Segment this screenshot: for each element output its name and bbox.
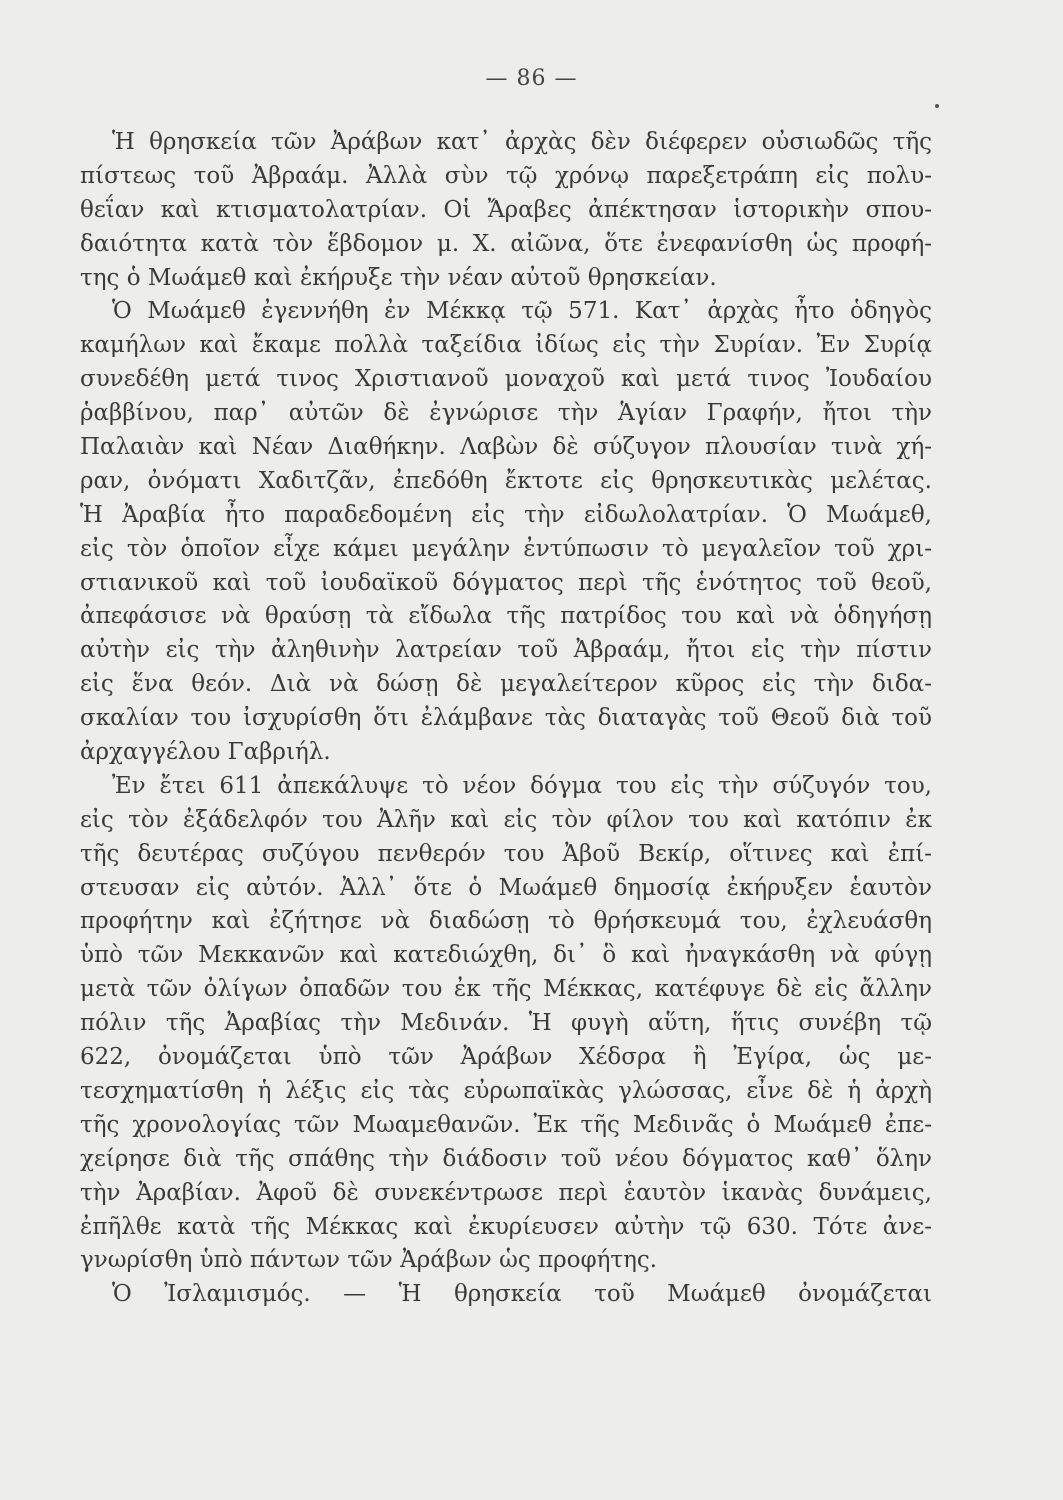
text-line: θεΐαν καὶ κτισματολατρίαν. Οἱ Ἄραβες ἀπέκτησαν ἱστορικὴν σπου- [80,196,932,223]
text-line: τὴν Ἀραβίαν. Ἀφοῦ δὲ συνεκέντρωσε περὶ ἑαυτὸν ἱκανὰς δυνάμεις, [80,1179,932,1206]
text-line: αὐτὴν εἰς τὴν ἀληθινὴν λατρείαν τοῦ Ἀβραάμ, ἤτοι εἰς τὴν πίστιν [80,637,932,664]
text-line: συνεδέθη μετά τινος Χριστιανοῦ μοναχοῦ καὶ μετά τινος Ἰουδαίου [80,366,932,393]
body-text [80,126,932,1312]
text-line: χείρησε διὰ τῆς σπάθης τὴν διάδοσιν τοῦ νέου δόγματος καθ᾽ ὅλην [80,1145,932,1172]
text-line: Παλαιὰν καὶ Νέαν Διαθήκην. Λαβὼν δὲ σύζυγον πλουσίαν τινὰ χή- [80,434,932,461]
ink-speck [935,104,939,108]
text-line: πίστεως τοῦ Ἀβραάμ. Ἀλλὰ σὺν τῷ χρόνῳ παρεξετράπη εἰς πολυ- [80,162,932,189]
text-line: ἀρχαγγέλου Γαβριήλ. [80,739,331,766]
text-line: ἐπῆλθε κατὰ τῆς Μέκκας καὶ ἐκυρίευσεν αὐτὴν τῷ 630. Τότε ἀνε- [80,1213,932,1240]
text-line: πόλιν τῆς Ἀραβίας τὴν Μεδινάν. Ἡ φυγὴ αὕτη, ἥτις συνέβη τῷ [80,1010,932,1037]
text-line: ραν, ὀνόματι Χαδιτζᾶν, ἐπεδόθη ἔκτοτε εἰς θρησκευτικὰς μελέτας. [80,467,932,494]
text-line: Ὁ Ἰσλαμισμός. — Ἡ θρησκεία τοῦ Μωάμεθ ὀνομάζεται [112,1281,932,1308]
text-line: εἰς τὸν ἐξάδελφόν του Ἀλῆν καὶ εἰς τὸν φίλον του καὶ κατόπιν ἐκ [80,806,932,833]
text-line: 622, ὀνομάζεται ὑπὸ τῶν Ἀράβων Χέδσρα ἢ Ἐγίρα, ὡς με- [80,1044,932,1071]
text-line: τῆς δευτέρας συζύγου πενθερόν του Ἀβοῦ Βεκίρ, οἵτινες καὶ ἐπί- [80,840,932,867]
text-line: καμήλων καὶ ἔκαμε πολλὰ ταξείδια ἰδίως εἰς τὴν Συρίαν. Ἐν Συρίᾳ [80,332,932,359]
text-line: σκαλίαν του ἰσχυρίσθη ὅτι ἐλάμβανε τὰς διαταγὰς τοῦ Θεοῦ διὰ τοῦ [80,705,932,732]
text-line: εἰς τὸν ὁποῖον εἶχε κάμει μεγάλην ἐντύπωσιν τὸ μεγαλεῖον τοῦ χρι- [80,535,932,562]
text-line: της ὁ Μωάμεθ καὶ ἐκήρυξε τὴν νέαν αὐτοῦ θρησκείαν. [80,264,717,291]
text-line: ῥαββίνου, παρ᾽ αὐτῶν δὲ ἐγνώρισε τὴν Ἁγίαν Γραφήν, ἤτοι τὴν [80,400,932,427]
text-line: δαιότητα κατὰ τὸν ἕβδομον μ. Χ. αἰῶνα, ὅτε ἐνεφανίσθη ὡς προφή- [80,230,932,257]
text-line: προφήτην καὶ ἐζήτησε νὰ διαδώσῃ τὸ θρήσκευμά του, ἐχλευάσθη [80,908,932,935]
text-line: ὑπὸ τῶν Μεκκανῶν καὶ κατεδιώχθη, δι᾽ ὃ καὶ ἠναγκάσθη νὰ φύγῃ [80,942,932,969]
text-line: μετὰ τῶν ὀλίγων ὀπαδῶν του ἐκ τῆς Μέκκας, κατέφυγε δὲ εἰς ἄλλην [80,976,932,1003]
text-line: γνωρίσθη ὑπὸ πάντων τῶν Ἀράβων ὡς προφήτης. [80,1247,658,1274]
text-line: ἀπεφάσισε νὰ θραύσῃ τὰ εἴδωλα τῆς πατρίδος του καὶ νὰ ὁδηγήσῃ [80,603,932,630]
text-line: εἰς ἕνα θεόν. Διὰ νὰ δώσῃ δὲ μεγαλείτερον κῦρος εἰς τὴν διδα- [80,671,932,698]
text-line: τῆς χρονολογίας τῶν Μωαμεθανῶν. Ἐκ τῆς Μεδινᾶς ὁ Μωάμεθ ἐπε- [80,1111,932,1138]
text-line: Ἡ Ἀραβία ἦτο παραδεδομένη εἰς τὴν εἰδωλολατρίαν. Ὁ Μωάμεθ, [80,501,932,528]
text-line: στευσαν εἰς αὐτόν. Ἀλλ᾽ ὅτε ὁ Μωάμεθ δημοσίᾳ ἐκήρυξεν ἑαυτὸν [80,874,932,901]
text-line: Ἐν ἔτει 611 ἀπεκάλυψε τὸ νέον δόγμα του εἰς τὴν σύζυγόν του, [112,772,932,799]
text-line: Ὁ Μωάμεθ ἐγεννήθη ἐν Μέκκᾳ τῷ 571. Κατ᾽ ἀρχὰς ἦτο ὁδηγὸς [112,298,932,325]
text-line: στιανικοῦ καὶ τοῦ ἰουδαϊκοῦ δόγματος περὶ τῆς ἑνότητος τοῦ θεοῦ, [80,569,932,596]
text-line: τεσχηματίσθη ἡ λέξις εἰς τὰς εὐρωπαϊκὰς γλώσσας, εἶνε δὲ ἡ ἀρχὴ [80,1077,932,1104]
text-line: Ἡ θρησκεία τῶν Ἀράβων κατ᾽ ἀρχὰς δὲν διέφερεν οὐσιωδῶς τῆς [112,129,932,155]
page-number: — 86 — [485,66,578,91]
